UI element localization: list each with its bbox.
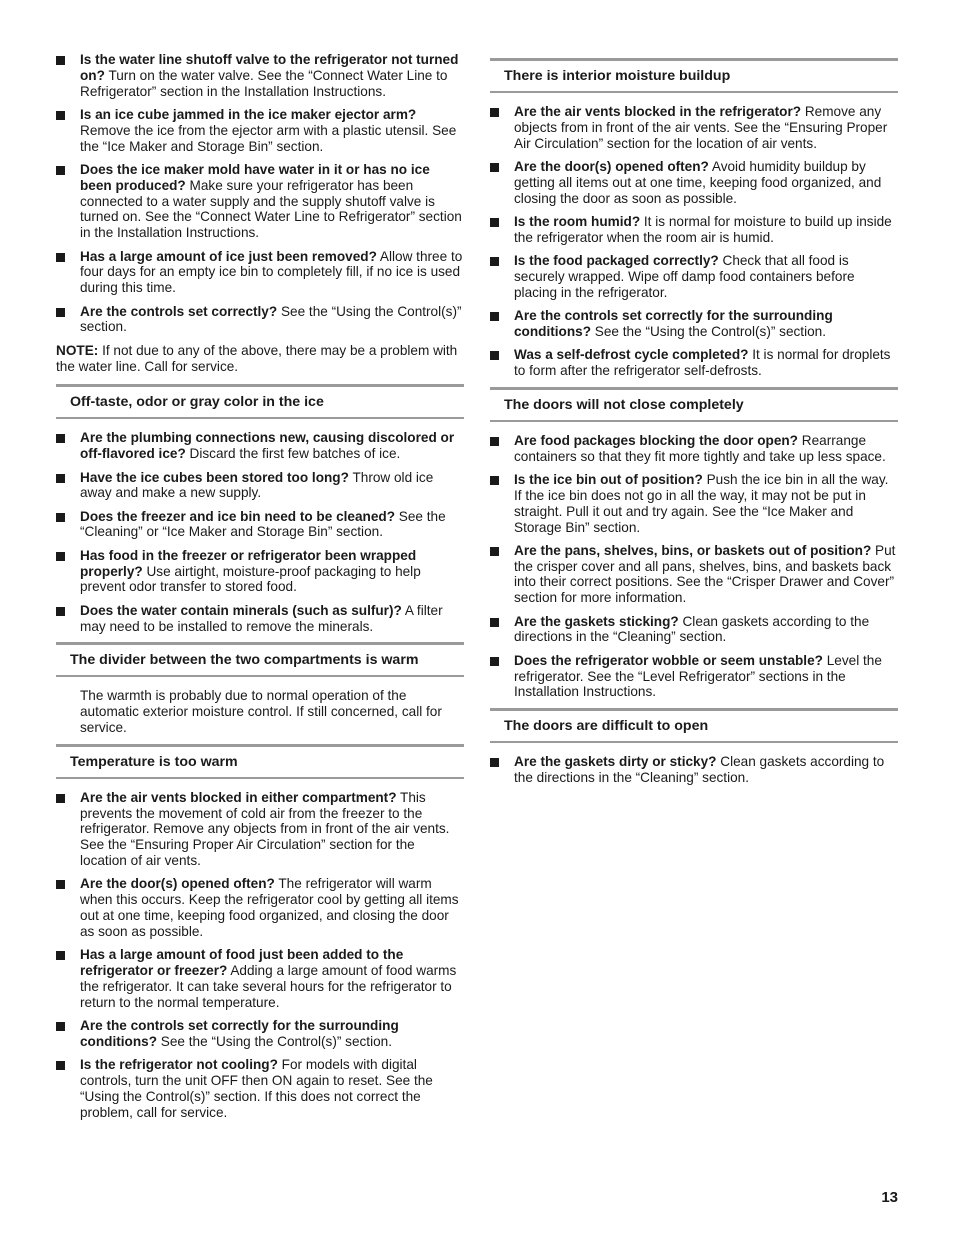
item-question: Is the refrigerator not cooling? [80,1057,278,1073]
item-question: Are food packages blocking the door open? [514,432,798,448]
square-bullet-icon [56,166,65,175]
list-item [56,162,464,241]
square-bullet-icon [490,657,499,666]
item-answer: Allow three to four days for an empty ice bin to completely fill, if no ice is used during this time. [80,248,463,296]
item-question: Are the air vents blocked in either compartment? [80,789,397,805]
item-answer: Make sure your refrigerator has been connected to a water supply and the supply shutoff valve is turned on. See the “Connect Water Line to Refrigerator” section in the Installation Instructions. [80,177,462,241]
item-question: Are the door(s) opened often? [80,876,275,892]
doors-close-list [490,433,898,700]
square-bullet-icon [490,218,499,227]
list-item [490,472,898,535]
left-column [56,52,464,1128]
item-answer: It is normal for droplets to form after the refrigerator self-defrosts. [514,347,891,379]
section-heading: The doors will not close completely [490,387,898,422]
divider-paragraph: The warmth is probably due to normal operation of the automatic exterior moisture control. If still concerned, call for service. [80,688,442,736]
item-answer: A filter may need to be installed to remove the minerals. [80,602,443,634]
list-item [56,304,464,336]
right-column [490,58,898,793]
square-bullet-icon [56,552,65,561]
page-number: 13 [881,1189,898,1206]
square-bullet-icon [56,951,65,960]
square-bullet-icon [490,758,499,767]
list-item [56,509,464,541]
square-bullet-icon [490,547,499,556]
square-bullet-icon [490,312,499,321]
list-item [490,347,898,379]
square-bullet-icon [56,1022,65,1031]
note-text: If not due to any of the above, there may be a problem with the water line. Call for service. [56,342,458,374]
item-answer: Discard the first few batches of ice. [185,446,401,462]
item-question: Are the controls set correctly? [80,303,278,319]
item-answer: See the “Using the Control(s)” section. [591,323,827,339]
list-item [490,214,898,246]
item-question: Are the gaskets dirty or sticky? [514,754,717,770]
item-answer: It is normal for moisture to build up inside the refrigerator when the room air is humid. [514,213,892,245]
item-answer: Use airtight, moisture-proof packaging to help prevent odor transfer to stored food. [80,563,421,595]
item-answer: Clean gaskets according to the directions in the “Cleaning” section. [514,613,870,645]
item-question: Is the room humid? [514,213,641,229]
square-bullet-icon [490,618,499,627]
moisture-list [490,104,898,379]
item-question: Has food in the freezer or refrigerator been wrapped properly? [80,547,417,579]
section-heading: The divider between the two compartments is warm [56,642,464,677]
item-question: Does the freezer and ice bin need to be cleaned? [80,508,396,524]
square-bullet-icon [56,56,65,65]
section-divider-warm [56,642,464,735]
item-answer: This prevents the movement of cold air from the freezer to the refrigerator. Remove any objects from in front of the air vents. See the “Ensuring Proper Air Circulation” section for the location of air vents. [80,789,450,869]
list-item [490,104,898,151]
square-bullet-icon [56,253,65,262]
item-answer: Remove any objects from in front of the air vents. See the “Ensuring Proper Air Circulation” section for the location of air vents. [514,104,888,151]
list-item [56,876,464,939]
list-item [56,947,464,1010]
list-item [56,603,464,635]
section-heading: The doors are difficult to open [490,708,898,743]
off-taste-list [56,430,464,634]
item-answer: Throw old ice away and make a new supply. [80,469,434,501]
item-question: Are the gaskets sticking? [514,613,679,629]
item-question: Have the ice cubes been stored too long? [80,469,349,485]
list-item [490,754,898,786]
list-item [56,548,464,595]
item-answer: Turn on the water valve. See the “Connect Water Line to Refrigerator” section in the Installation Instructions. [80,67,448,99]
item-question: Is the ice bin out of position? [514,472,703,488]
section-heading: There is interior moisture buildup [490,58,898,93]
section-moisture [490,58,898,379]
item-question: Has a large amount of food just been added to the refrigerator or freezer? [80,947,404,978]
square-bullet-icon [56,434,65,443]
item-question: Is the water line shutoff valve to the refrigerator not turned on? [80,52,459,83]
item-answer: See the “Cleaning” or “Ice Maker and Storage Bin” section. [80,508,446,540]
item-answer: Push the ice bin in all the way. If the ice bin does not go in all the way, it may not be put in straight. Pull it out and try again. See the “Ice Maker and Storage Bin” section. [514,472,889,535]
item-answer: Avoid humidity buildup by getting all items out at one time, keeping food organized, and closing the door as soon as possible. [514,158,882,206]
item-answer: See the “Using the Control(s)” section. [157,1033,393,1049]
item-question: Has a large amount of ice just been removed? [80,248,377,264]
square-bullet-icon [490,476,499,485]
square-bullet-icon [56,111,65,120]
item-question: Are the door(s) opened often? [514,158,709,174]
list-item [56,430,464,462]
list-item [490,253,898,300]
item-answer: See the “Using the Control(s)” section. [80,303,462,335]
list-item [56,1057,464,1120]
section-heading: Off-taste, odor or gray color in the ice [56,384,464,419]
square-bullet-icon [490,351,499,360]
ice-maker-checklist [56,52,464,335]
note-label: NOTE: [56,342,99,358]
list-item [56,107,464,154]
item-answer: Level the refrigerator. See the “Level Refrigerator” sections in the Installation Instructions. [514,652,882,700]
list-item [56,52,464,99]
item-question: Are the controls set correctly for the surrounding conditions? [80,1017,399,1049]
doors-open-list [490,754,898,786]
item-answer: Rearrange containers so that they fit more tightly and take up less space. [514,432,886,464]
note [56,343,464,375]
item-answer: Put the crisper cover and all pans, shelves, bins, and baskets back into their correct positions. See the “Crisper Drawer and Cover” section for more information. [514,542,896,606]
item-question: Was a self-defrost cycle completed? [514,347,749,363]
square-bullet-icon [490,257,499,266]
square-bullet-icon [56,1061,65,1070]
square-bullet-icon [490,108,499,117]
item-question: Are the plumbing connections new, causing discolored or off-flavored ice? [80,430,455,462]
item-answer: The refrigerator will warm when this occurs. Keep the refrigerator cool by getting all items out at one time, keeping food organized, and closing the door as soon as possible. [80,876,459,939]
square-bullet-icon [490,163,499,172]
item-answer: Adding a large amount of food warms the refrigerator. It can take several hours for the refrigerator to return to the normal temperature. [80,963,457,1010]
section-doors-difficult [490,708,898,786]
item-question: Does the ice maker mold have water in it or has no ice been produced? [80,161,430,193]
section-off-taste [56,384,464,634]
item-answer: Remove the ice from the ejector arm with a plastic utensil. See the “Ice Maker and Storage Bin” section. [80,122,457,154]
list-item [490,653,898,700]
square-bullet-icon [490,437,499,446]
list-item [56,1018,464,1050]
list-item [490,308,898,340]
item-question: Does the refrigerator wobble or seem unstable? [514,652,823,668]
list-item [56,790,464,869]
item-answer: Clean gaskets according to the directions in the “Cleaning” section. [514,754,885,786]
section-doors-not-close [490,387,898,700]
list-item [490,543,898,606]
item-question: Is an ice cube jammed in the ice maker ejector arm? [80,106,417,122]
square-bullet-icon [56,513,65,522]
item-answer: For models with digital controls, turn the unit OFF then ON again to reset. See the “Using the Control(s)” section. If this does not correct the problem, call for service. [80,1057,433,1120]
square-bullet-icon [56,474,65,483]
item-question: Are the pans, shelves, bins, or baskets out of position? [514,542,872,558]
square-bullet-icon [56,607,65,616]
list-item [490,159,898,206]
list-item [490,433,898,465]
square-bullet-icon [56,880,65,889]
section-heading: Temperature is too warm [56,744,464,779]
square-bullet-icon [56,794,65,803]
item-question: Are the controls set correctly for the surrounding conditions? [514,308,833,339]
list-item [56,470,464,502]
section-too-warm [56,744,464,1121]
item-question: Does the water contain minerals (such as sulfur)? [80,602,402,618]
list-item [56,249,464,296]
item-question: Is the food packaged correctly? [514,253,719,269]
item-question: Are the air vents blocked in the refrigerator? [514,104,802,119]
list-item [490,614,898,646]
square-bullet-icon [56,308,65,317]
item-answer: Check that all food is securely wrapped. Wipe off damp food containers before placing in the refrigerator. [514,253,855,300]
too-warm-list [56,790,464,1121]
